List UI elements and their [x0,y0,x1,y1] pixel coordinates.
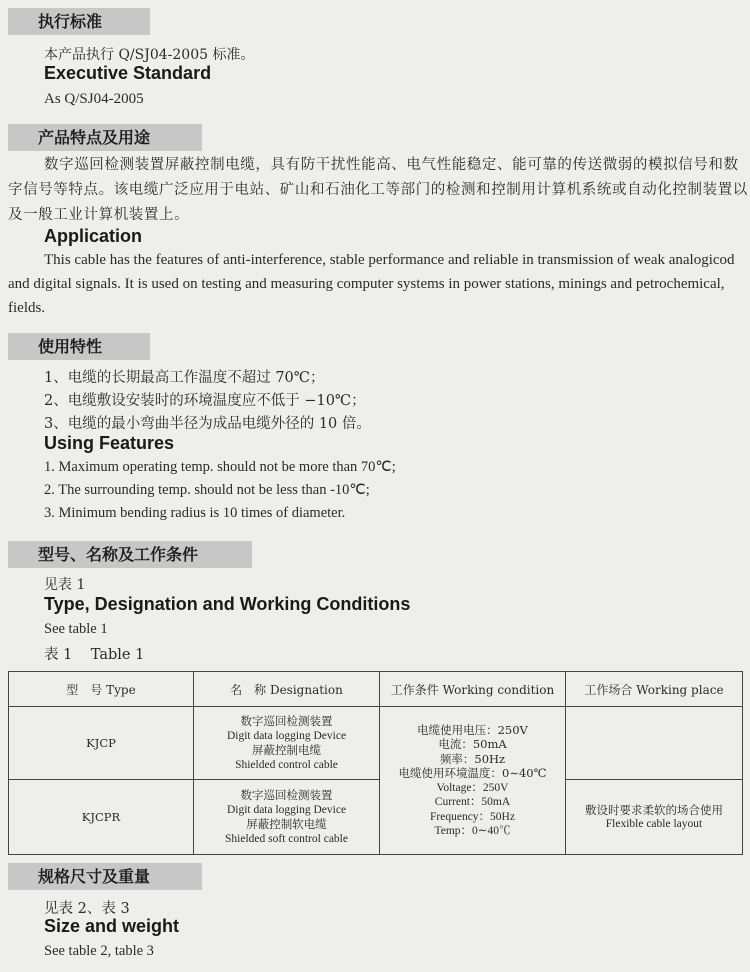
condition-line: 频率：50Hz [439,751,506,766]
designation-cell [194,780,380,855]
application-en-paragraph: This cable has the features of anti-interference, stable performance and reliable in transmission of weak analogicod and digital signals. It is used on testing and measuring computer systems in power stations, minings and petrochemical, fields. [8,252,735,316]
condition-line: 电流：50mA [438,737,507,751]
standard-en-title: Executive Standard [44,63,212,83]
section-header-standard: 执行标准 [8,8,150,35]
feature-cn-item-2: 2、电缆敷设安装时的环境温度应不低于 −10℃； [44,393,366,409]
designation-line: 数字巡回检测装置 [240,714,333,728]
designation-line: 屏蔽控制电缆 [252,743,321,757]
type-en-see-table: See table 1 [44,621,108,637]
section-header-application: 产品特点及用途 [8,124,202,151]
application-cn-paragraph: 数字巡回检测装置屏蔽控制电缆，具有防干扰性能高、电气性能稳定、能可靠的传送微弱的模拟信号和数字信号等特点。该电缆广泛应用于电站、矿山和石油化工等部门的检测和控制用计算机系统或自动化控制装置以及一般工业计算机装置上。 [8,157,748,223]
table-row [9,707,743,780]
section-header-type-designation: 型号、名称及工作条件 [8,541,252,568]
col-header-type: 型 号 Type [9,672,194,707]
working-place-cell-empty [566,707,743,780]
type-en-title: Type, Designation and Working Conditions [44,594,411,614]
condition-line: Current：50mA [434,796,511,808]
designation-line: Digit data logging Device [226,729,347,742]
working-place-cell [566,780,743,855]
type-cell: KJCP [9,707,194,780]
working-condition-cell [380,707,566,855]
table-1-caption: 表 1 Table 1 [44,647,145,663]
section-header-using-features: 使用特性 [8,333,150,360]
feature-en-item-3: 3. Minimum bending radius is 10 times of diameter. [44,505,346,521]
standard-cn-text: 本产品执行 Q/SJ04-2005 标准。 [44,47,255,63]
feature-cn-item-1: 1、电缆的长期最高工作温度不超过 70℃； [44,370,325,386]
place-line: Flexible cable layout [605,818,703,830]
size-en-see-table: See table 2, table 3 [44,943,154,959]
table-header-row [9,672,743,707]
size-en-title: Size and weight [44,916,180,936]
col-header-designation: 名 称 Designation [194,672,380,707]
condition-line: Voltage：250V [436,781,509,794]
condition-line: Temp：0∼40℃ [434,825,511,837]
using-features-en-title: Using Features [44,433,175,453]
col-header-working-place: 工作场合 Working place [566,672,743,707]
designation-line: Shielded soft control cable [225,832,348,845]
place-line: 敷设时要求柔软的场合使用 [585,802,723,817]
table-row [9,780,743,855]
condition-line: Frequency：50Hz [430,810,515,823]
designation-line: Shielded control cable [235,758,338,771]
designation-line: Digit data logging Device [226,803,347,816]
section-header-size-weight: 规格尺寸及重量 [8,863,202,890]
standard-en-text: As Q/SJ04-2005 [44,91,144,107]
feature-en-item-2: 2. The surrounding temp. should not be less than -10℃; [44,482,370,498]
table-1 [8,671,743,855]
designation-line: 数字巡回检测装置 [240,788,333,802]
designation-cell [194,707,380,780]
condition-line: 电缆使用环境温度：0∼40℃ [398,766,547,780]
application-en-title: Application [44,226,142,246]
type-cell: KJCPR [9,780,194,855]
feature-cn-item-3: 3、电缆的最小弯曲半径为成品电缆外径的 10 倍。 [44,416,371,432]
feature-en-item-1: 1. Maximum operating temp. should not be more than 70℃; [44,459,396,475]
type-cn-see-table: 见表 1 [44,577,86,593]
condition-line: 电缆使用电压：250V [417,722,528,737]
designation-line: 屏蔽控制软电缆 [246,817,327,831]
col-header-working-condition: 工作条件 Working condition [380,672,566,707]
size-cn-see-table: 见表 2、表 3 [44,901,130,917]
